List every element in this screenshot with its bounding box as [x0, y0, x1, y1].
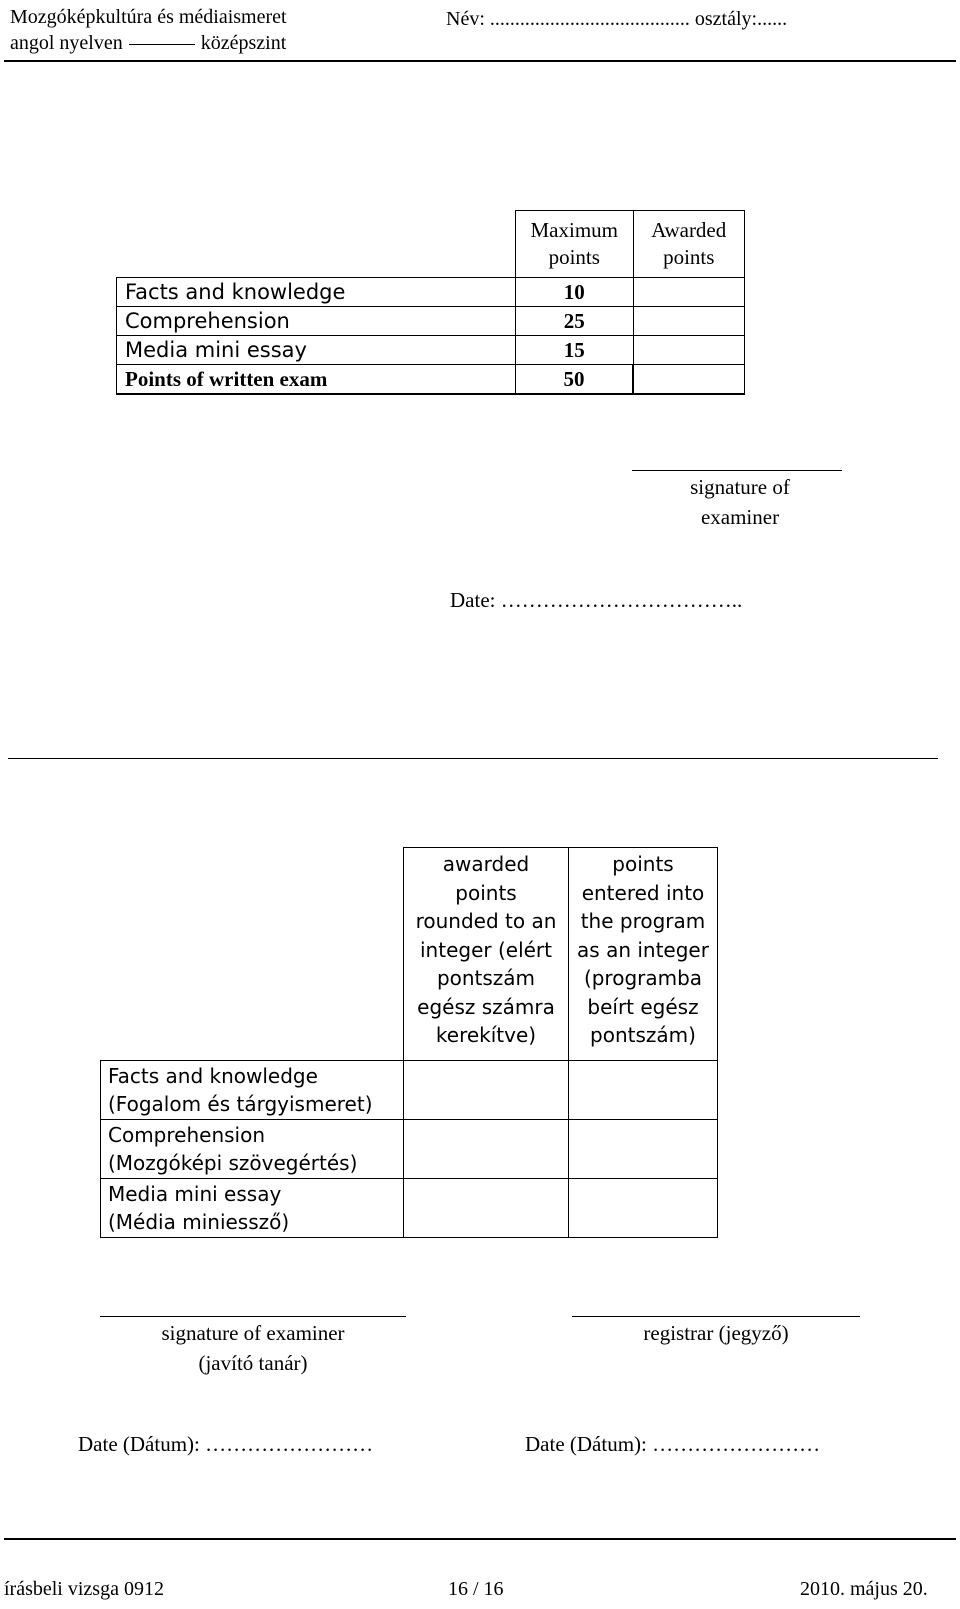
table-row: [117, 307, 745, 336]
empty-header-cell: [117, 211, 516, 278]
language-label: angol nyelven: [10, 32, 123, 54]
table-row: [101, 1120, 718, 1179]
header-dash: [129, 44, 195, 45]
max-points-header: Maximum points: [516, 211, 634, 278]
examiner-signature-line[interactable]: [632, 470, 842, 471]
awarded-points-cell[interactable]: [633, 336, 745, 365]
row-label-hu: (Mozgóképi szövegértés): [108, 1151, 358, 1175]
program-points-cell[interactable]: [569, 1061, 718, 1120]
row-label-hu: (Fogalom és tárgyismeret): [108, 1092, 373, 1116]
program-points-cell[interactable]: [569, 1120, 718, 1179]
table-row: [117, 278, 745, 307]
registrar-signature-label: registrar (jegyző): [643, 1321, 789, 1345]
summary-points-table: [116, 210, 745, 395]
row-max-points: 15: [516, 336, 634, 365]
page-number: 16 / 16: [448, 1578, 504, 1600]
program-points-header: points entered into the program as an integer (programba beírt egész pontszám): [569, 848, 718, 1061]
name-class-field[interactable]: Név: ........................................ osztály:......: [446, 8, 788, 30]
header-divider: [4, 60, 956, 62]
empty-header-cell: [101, 848, 404, 1061]
footer-exam-code: írásbeli vizsga 0912: [4, 1578, 164, 1600]
date-field-right[interactable]: Date (Dátum): ……………………: [525, 1432, 821, 1456]
subject-title: Mozgóképkultúra és médiaismeret: [10, 6, 287, 28]
rounded-points-table: [100, 847, 718, 1238]
program-points-cell[interactable]: [569, 1179, 718, 1238]
footer-divider: [4, 1538, 956, 1540]
rounded-points-cell[interactable]: [404, 1061, 569, 1120]
signature-label-hu: (javító tanár): [198, 1351, 308, 1375]
rounded-points-cell[interactable]: [404, 1179, 569, 1238]
table-row-total: [117, 365, 745, 395]
date-field-left[interactable]: Date (Dátum): ……………………: [78, 1432, 374, 1456]
row-label-hu: (Média miniessző): [108, 1210, 290, 1234]
section-divider: [8, 758, 938, 759]
rounded-points-header: awarded points rounded to an integer (elért pontszám egész számra kerekítve): [404, 848, 569, 1061]
row-label: Media mini essay: [117, 336, 516, 365]
awarded-points-total-cell[interactable]: [633, 365, 745, 395]
level-label: középszint: [200, 32, 287, 54]
date-field[interactable]: Date: ……………………………..: [450, 588, 743, 612]
row-max-points: 10: [516, 278, 634, 307]
table-row: [101, 1179, 718, 1238]
row-label-total: Points of written exam: [117, 365, 516, 395]
row-max-points: 25: [516, 307, 634, 336]
row-label: Comprehension: [117, 307, 516, 336]
examiner-signature-label-bottom: [100, 1318, 406, 1378]
table-row: [117, 336, 745, 365]
exam-level: [10, 30, 287, 56]
document-header-left: [10, 4, 287, 56]
table-row: [101, 1061, 718, 1120]
row-label: [101, 1120, 404, 1179]
registrar-signature-line[interactable]: [572, 1316, 860, 1317]
signature-label-line2: examiner: [700, 505, 780, 529]
awarded-points-cell[interactable]: [633, 278, 745, 307]
signature-label-line1: signature of: [690, 475, 790, 499]
row-max-points-total: 50: [516, 365, 634, 395]
awarded-points-header: Awarded points: [633, 211, 745, 278]
row-label: Facts and knowledge: [117, 278, 516, 307]
examiner-signature-line-bottom[interactable]: [100, 1316, 406, 1317]
row-label-en: Facts and knowledge: [108, 1064, 318, 1088]
signature-label-en: signature of examiner: [161, 1321, 345, 1345]
result-table-header: [101, 848, 718, 1061]
row-label-en: Comprehension: [108, 1123, 266, 1147]
row-label: [101, 1179, 404, 1238]
footer-date: 2010. május 20.: [800, 1578, 928, 1600]
row-label: [101, 1061, 404, 1120]
awarded-points-cell[interactable]: [633, 307, 745, 336]
row-label-en: Media mini essay: [108, 1182, 282, 1206]
examiner-signature-label: [620, 472, 860, 532]
summary-table-header: [117, 211, 745, 278]
rounded-points-cell[interactable]: [404, 1120, 569, 1179]
